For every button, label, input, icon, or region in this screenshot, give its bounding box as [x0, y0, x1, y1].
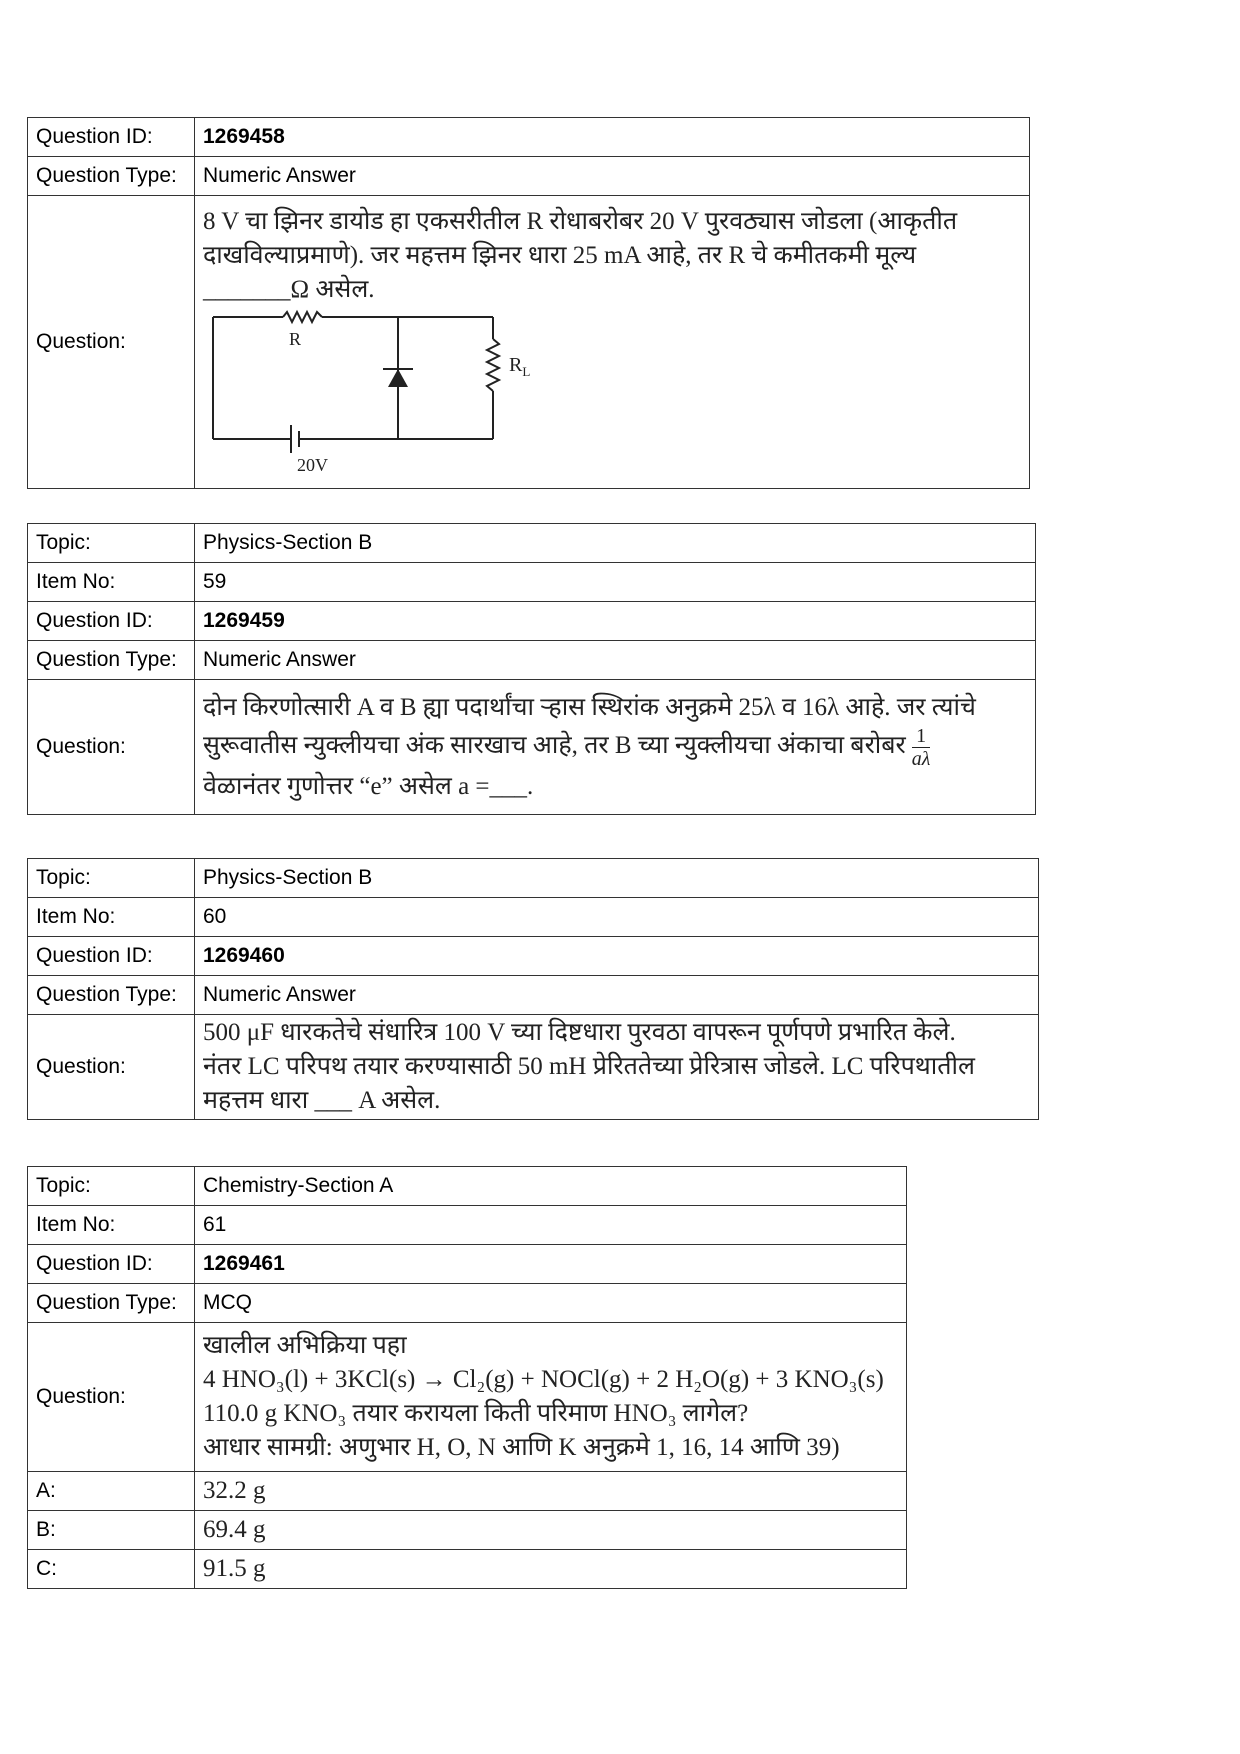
question-block-1269459: [27, 523, 1036, 815]
question-line: दोन किरणोत्सारी A व B ह्या पदार्थांचा ऱ्हास स्थिरांक अनुक्रमे 25λ व 16λ आहे. जर त्यांचे: [203, 693, 976, 721]
topic-label: Topic:: [28, 524, 195, 563]
question-id-label: Question ID:: [28, 118, 195, 157]
question-block-1269458: [27, 117, 1030, 489]
question-id-label: Question ID:: [28, 937, 195, 976]
option-a-value: 32.2 g: [195, 1472, 907, 1511]
fraction: $\frac{1}{a\lambda}$: [911, 724, 931, 770]
question-line: 500 μF धारकतेचे संधारित्र 100 V च्या दिष्टधारा पुरवठा वापरून पूर्णपणे प्रभारित केले.: [203, 1019, 956, 1046]
question-text: [195, 1323, 907, 1472]
question-id-value: 1269460: [195, 937, 1039, 976]
topic-label: Topic:: [28, 1167, 195, 1206]
option-b-value: 69.4 g: [195, 1511, 907, 1550]
item-no-value: 60: [195, 898, 1039, 937]
option-c-label: C:: [28, 1550, 195, 1589]
question-line: खालील अभिक्रिया पहा: [203, 1332, 407, 1359]
question-id-label: Question ID:: [28, 1245, 195, 1284]
option-c-value: 91.5 g: [195, 1550, 907, 1589]
load-resistor-label: $R_L$: [509, 354, 531, 379]
question-type-label: Question Type:: [28, 1284, 195, 1323]
question-line: _______Ω असेल.: [203, 276, 375, 303]
question-type-label: Question Type:: [28, 976, 195, 1015]
question-line: सुरूवातीस न्युक्लीयचा अंक सारखाच आहे, तर B च्या न्युक्लीयचा अंकाचा बरोबर $\frac{1}{a\lambda}$: [203, 724, 931, 770]
item-no-label: Item No:: [28, 898, 195, 937]
question-line: नंतर LC परिपथ तयार करण्यासाठी 50 mH प्रेरिततेच्या प्रेरित्रास जोडले. LC परिपथातील: [203, 1053, 975, 1080]
topic-value: Physics-Section B: [195, 524, 1036, 563]
question-line: दाखविल्याप्रमाणे). जर महत्तम झिनर धारा 25 mA आहे, तर R चे कमीतकमी मूल्य: [203, 242, 917, 269]
resistor-label: R: [289, 329, 302, 349]
zener-diode-icon: [388, 369, 408, 387]
question-type-value: MCQ: [195, 1284, 907, 1323]
question-block-1269460: [27, 858, 1039, 1120]
question-id-value: 1269459: [195, 602, 1036, 641]
question-label: Question:: [28, 1323, 195, 1472]
question-text: [195, 1015, 1039, 1120]
question-id-value: 1269461: [195, 1245, 907, 1284]
item-no-value: 61: [195, 1206, 907, 1245]
battery-label: 20V: [297, 455, 328, 475]
item-no-value: 59: [195, 563, 1036, 602]
topic-label: Topic:: [28, 859, 195, 898]
question-line: वेळानंतर गुणोत्तर “e” असेल a =___.: [203, 772, 534, 800]
question-label: Question:: [28, 196, 195, 489]
question-id-value: 1269458: [195, 118, 1030, 157]
question-type-label: Question Type:: [28, 157, 195, 196]
question-type-value: Numeric Answer: [195, 641, 1036, 680]
question-line: 110.0 g KNO₃ तयार करायला किती परिमाण HNO₃ लागेल?: [203, 1400, 749, 1427]
question-text: [195, 680, 1036, 815]
question-block-1269461: [27, 1166, 907, 1589]
question-text: [195, 196, 1030, 489]
item-no-label: Item No:: [28, 563, 195, 602]
option-a-label: A:: [28, 1472, 195, 1511]
question-line: आधार सामग्री: अणुभार H, O, N आणि K अनुक्रमे 1, 16, 14 आणि 39): [203, 1434, 840, 1461]
question-line: महत्तम धारा ___ A असेल.: [203, 1087, 441, 1114]
topic-value: Physics-Section B: [195, 859, 1039, 898]
question-type-value: Numeric Answer: [195, 157, 1030, 196]
question-id-label: Question ID:: [28, 602, 195, 641]
question-type-value: Numeric Answer: [195, 976, 1039, 1015]
option-b-label: B:: [28, 1511, 195, 1550]
zener-circuit-diagram: [203, 309, 563, 479]
question-label: Question:: [28, 1015, 195, 1120]
question-line: 8 V चा झिनर डायोड हा एकसरीतील R रोधाबरोबर 20 V पुरवठ्यास जोडला (आकृतीत: [203, 208, 958, 235]
question-label: Question:: [28, 680, 195, 815]
topic-value: Chemistry-Section A: [195, 1167, 907, 1206]
question-type-label: Question Type:: [28, 641, 195, 680]
item-no-label: Item No:: [28, 1206, 195, 1245]
question-line: 4 HNO₃(l) + 3KCl(s) → Cl₂(g) + NOCl(g) + 2 H₂O(g) + 3 KNO₃(s): [203, 1366, 884, 1393]
